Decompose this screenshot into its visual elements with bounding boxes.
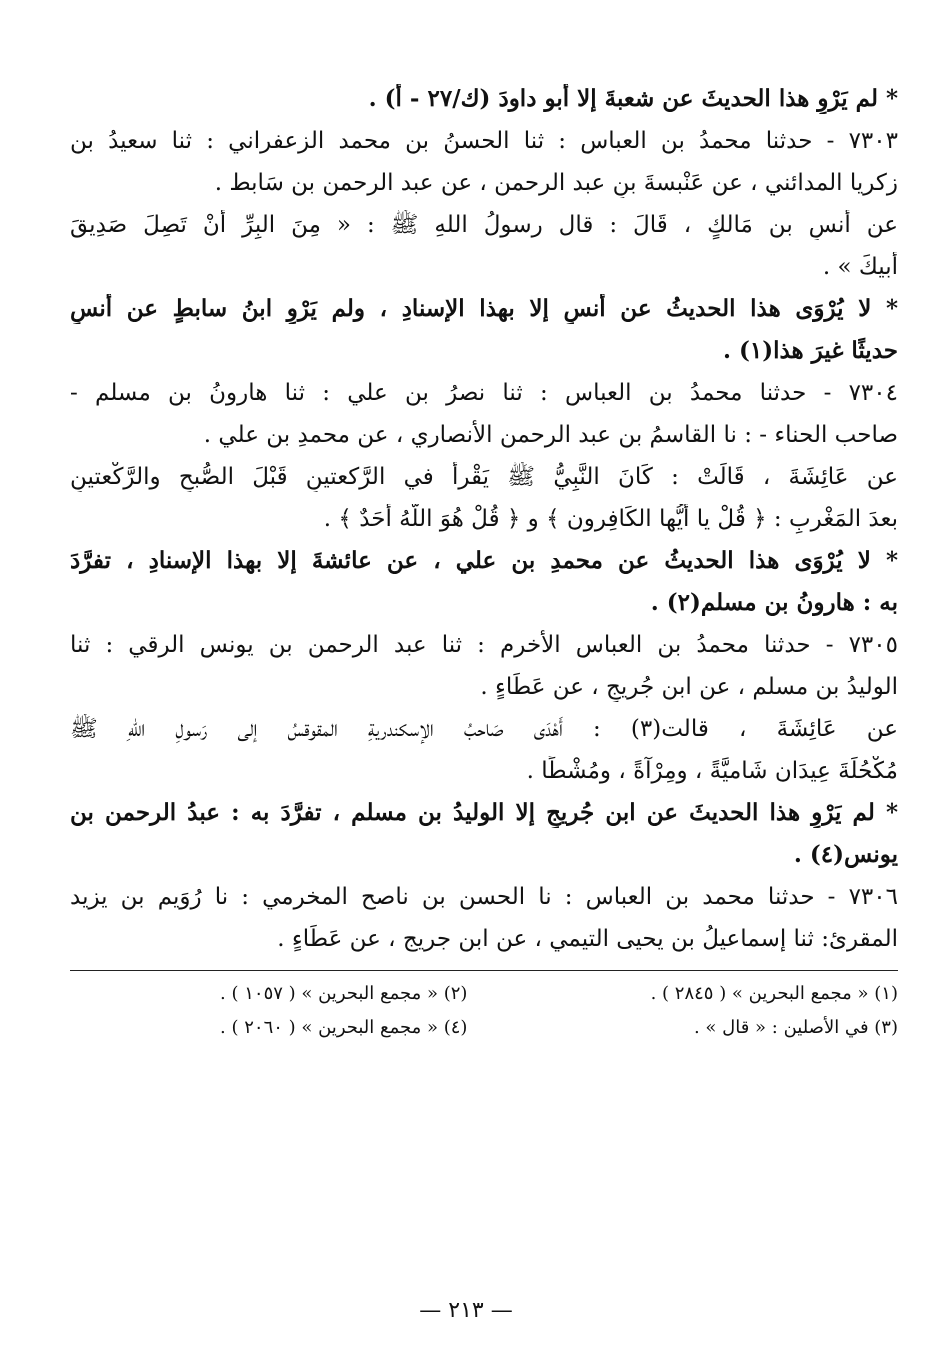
footnote-4: (٤) « مجمع البحرين » ( ٢٠٦٠ ) . [220,1017,468,1038]
hadith-line: ٧٣٠٦ - حدثنا محمد بن العباس : نا الحسن بن ناصح المخرمي : نا رُوَيم بن يزيد [70,884,898,910]
matn-line: عن عَائِشَةَ ، قَالَتْ : كَانَ النَّبِيُّ ﷺ يَقْرأُ في الرَّكعتينِ قَبْلَ الصُّبحِ والرَّكْعتينِ [70,464,898,490]
hadith-isnad-block [70,378,898,450]
hadith-matn-block [70,714,898,786]
footnote-row [70,981,898,1007]
hadith-line: المقرئ: ثنا إسماعيلُ بن يحيى التيمي ، عن ابن جريج ، عن عَطَاءٍ . [277,926,898,952]
commentary-block [70,84,898,114]
hadith-isnad-block [70,882,898,954]
commentary-block [70,546,898,618]
footnote-2: (٢) « مجمع البحرين » ( ١٠٥٧ ) . [220,983,468,1004]
hadith-line: ٧٣٠٥ - حدثنا محمدُ بن العباس الأخرم : ثنا عبد الرحمن بن يونس الرقي : ثنا [70,632,898,658]
hadith-line: ٧٣٠٤ - حدثنا محمدُ بن العباس : ثنا نصرُ بن علي : ثنا هارونُ بن مسلم - [70,380,898,406]
footnote-row [70,1015,898,1041]
commentary-block [70,294,898,366]
matn-line: مُكْحُلَةَ عِيدَان شَاميَّةً ، ومِرْآةً ، ومُشْطًا . [526,758,898,784]
footnotes-section [70,981,898,1041]
commentary-line: به : هارونُ بن مسلم(٢) . [650,589,898,616]
hadith-line: زكريا المدائني ، عن عَنْبسةَ بنِ عبد الرحمن ، عن عبد الرحمن بن سَابط . [214,170,898,196]
commentary-line: * لم يَرْوِ هذا الحديثَ عن شعبةَ إلا أبو داودَ (ك/٢٧ - أ) . [368,85,898,112]
hadith-isnad-block [70,126,898,198]
hadith-line: صاحب الحناء - : نا القاسمُ بن عبد الرحمن الأنصاري ، عن محمدِ بن علي . [203,422,898,448]
matn-line: أبيكَ » . [822,254,898,280]
commentary-line: * لا يُرْوَى هذا الحديثُ عن محمدِ بن علي ، عن عائشةَ إلا بهذا الإسنادِ ، تفرَّدَ [70,547,898,574]
commentary-line: * لم يَرْوِ هذا الحديثَ عن ابن جُريجٍ إلا الوليدُ بن مسلم ، تفرَّدَ به : عبدُ الرحمن بن [70,799,898,826]
commentary-block [70,798,898,870]
footnote-1: (١) « مجمع البحرين » ( ٢٨٤٥ ) . [650,983,898,1004]
footnote-3: (٣) في الأصلين : « قال » . [693,1017,898,1038]
commentary-line: يونس(٤) . [793,841,898,868]
matn-line: عن عَائِشَةَ ، قالت(٣) : أَهْدَى صَاحبُ الإسكندريةِ المقوقسُ إلى رَسولِ اللهِ ﷺ [70,716,898,742]
matn-line: عن أنسِ بن مَالكٍ ، قَالَ : قال رسولُ اللهِ ﷺ : « مِنَ البِرِّ أَنْ تَصِلَ صَدِيقَ [70,212,898,238]
commentary-line: حديثًا غيرَ هذا(١) . [722,337,898,364]
hadith-isnad-block [70,630,898,702]
document-page [70,84,898,1049]
hadith-matn-block [70,210,898,282]
hadith-line: الوليدُ بن مسلم ، عن ابن جُريجٍ ، عن عَطَاءٍ . [480,674,898,700]
matn-line: بعدَ المَغْربِ : ﴿ قُلْ يا أيُّها الكَافِرون ﴾ و ﴿ قُلْ هُوَ اللَّهُ أَحَدٌ ﴾ . [323,506,898,532]
footnote-divider [70,970,898,971]
commentary-line: * لا يُرْوَى هذا الحديثُ عن أنسٍ إلا بهذا الإسنادِ ، ولم يَرْوِ ابنُ سابطٍ عن أنسٍ [70,295,898,322]
hadith-matn-block [70,462,898,534]
hadith-line: ٧٣٠٣ - حدثنا محمدُ بن العباس : ثنا الحسنُ بن محمد الزعفراني : ثنا سعيدُ بن [70,128,898,154]
page-number: — ٢١٣ — [419,1298,513,1323]
